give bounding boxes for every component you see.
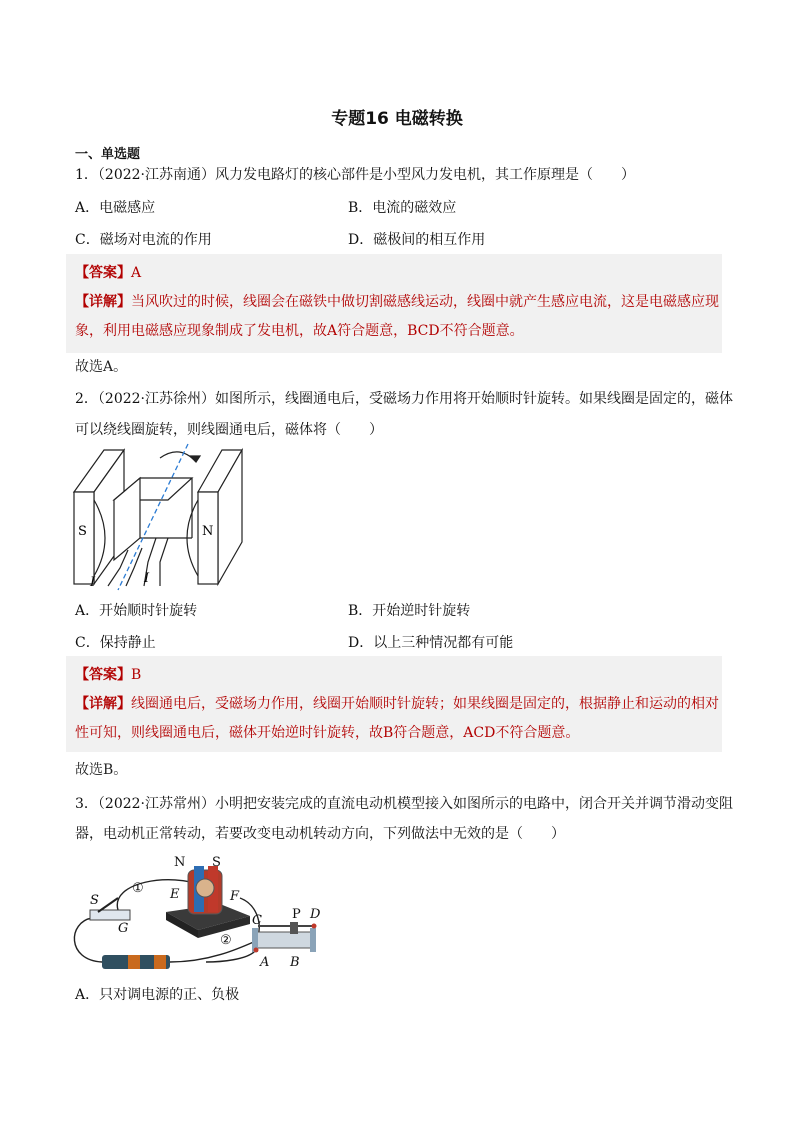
q2-detail-tag: 【详解】 (75, 696, 131, 712)
q2-answer-box (66, 656, 722, 752)
q1-answer-box (66, 254, 722, 353)
q2-label-i-left: I (90, 575, 96, 590)
q3-option-a: A．只对调电源的正、负极 (75, 987, 240, 1003)
q2-detail-line-1 (75, 693, 719, 713)
q3-label-b: B (290, 955, 300, 970)
q2-answer-tag: 【答案】 (75, 667, 131, 683)
q3-label-circle-1: ① (132, 881, 144, 896)
q3-label-f: F (230, 889, 240, 904)
q1-option-a: A．电磁感应 (75, 200, 156, 216)
q2-conclusion: 故选B。 (75, 762, 128, 778)
q3-label-g: G (118, 921, 129, 936)
q1-detail-text-1: 当风吹过的时候，线圈会在磁铁中做切割磁感线运动，线圈中就产生感应电流，这是电磁感应现 (131, 294, 719, 310)
q3-label-a: A (260, 955, 270, 970)
q2-option-c: C．保持静止 (75, 635, 156, 651)
q3-label-d: D (310, 907, 321, 922)
q3-label-s: S (212, 855, 221, 870)
q3-stem-line-2: 器，电动机正常转动，若要改变电动机转动方向，下列做法中无效的是（ ） (75, 826, 565, 842)
q2-option-d: D．以上三种情况都有可能 (348, 635, 514, 651)
q2-label-s: S (78, 524, 87, 539)
q1-answer-value: A (131, 265, 142, 281)
q1-answer-tag: 【答案】 (75, 265, 131, 281)
q2-option-b: B．开始逆时针旋转 (348, 603, 471, 619)
q2-option-a: A．开始顺时针旋转 (75, 603, 198, 619)
q2-label-i-right: I (144, 571, 150, 586)
q1-detail-line-1 (75, 291, 719, 311)
q1-option-d: D．磁极间的相互作用 (348, 232, 486, 248)
q3-motor-circuit-figure (70, 852, 332, 972)
q1-stem: 1．（2022·江苏南通）风力发电路灯的核心部件是小型风力发电机，其工作原理是（ ） (75, 167, 635, 183)
q3-label-e: E (170, 887, 180, 902)
q1-answer (75, 262, 141, 282)
q2-detail-text-1: 线圈通电后，受磁场力作用，线圈开始顺时针旋转；如果线圈是固定的，根据静止和运动的相对 (131, 696, 719, 712)
q2-magnet-coil-figure (68, 440, 258, 592)
q3-label-n: N (174, 855, 186, 870)
q2-stem-line-1: 2．（2022·江苏徐州）如图所示，线圈通电后，受磁场力作用将开始顺时针旋转。如果线圈是固定的，磁体 (75, 391, 733, 407)
q3-label-circle-2: ② (220, 933, 232, 948)
page-title: 专题16 电磁转换 (331, 109, 463, 129)
q2-answer (75, 664, 141, 684)
q3-label-c: C (252, 913, 262, 928)
q3-label-p: P (292, 907, 301, 922)
q2-detail-line-2: 性可知，则线圈通电后，磁体开始逆时针旋转，故B符合题意，ACD不符合题意。 (75, 725, 580, 741)
q1-option-b: B．电流的磁效应 (348, 200, 457, 216)
q2-label-n: N (202, 524, 214, 539)
q1-conclusion: 故选A。 (75, 359, 128, 375)
q2-answer-value: B (131, 667, 142, 683)
q1-option-c: C．磁场对电流的作用 (75, 232, 212, 248)
q1-detail-line-2: 象，利用电磁感应现象制成了发电机，故A符合题意，BCD不符合题意。 (75, 323, 524, 339)
q1-detail-tag: 【详解】 (75, 294, 131, 310)
q3-stem-line-1: 3．（2022·江苏常州）小明把安装完成的直流电动机模型接入如图所示的电路中，闭合开关并调节滑动变阻 (75, 796, 733, 812)
q2-stem-line-2: 可以绕线圈旋转，则线圈通电后，磁体将（ ） (75, 422, 383, 438)
section-heading: 一、单选题 (75, 147, 141, 162)
q3-label-switch-s: S (90, 893, 99, 908)
